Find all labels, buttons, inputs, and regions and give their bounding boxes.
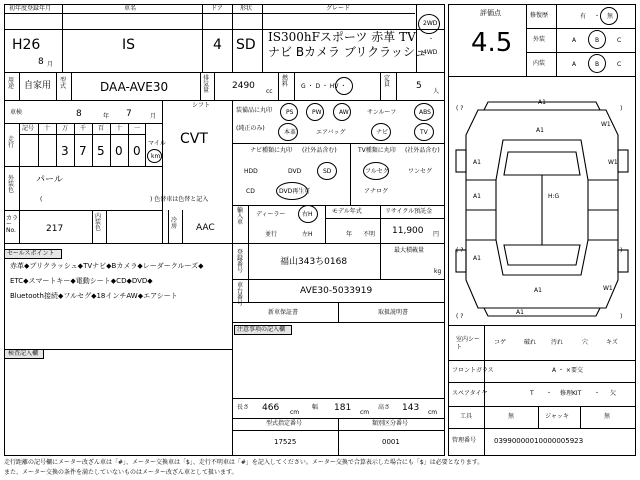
diagram-paren-tr: ) [620, 105, 623, 112]
recycle-unit: 円 [433, 231, 440, 238]
inspection-month-unit: 月 [150, 113, 157, 120]
import-label: 輸入車 [237, 207, 244, 226]
inspection-year-unit: 年 [103, 113, 110, 120]
score-label: 評価点 [480, 9, 501, 17]
diagram-label-a1-door: A1 [473, 193, 481, 200]
drive-sep: ・ [428, 36, 435, 43]
mileage-memo-label: 記号 [22, 125, 35, 132]
drive-4wd: 4WD [423, 49, 438, 56]
sales-line-1: 赤革◆ブリクラッシュ◆TVナビ◆Bカメラ◆レーダークルーズ◆ [10, 262, 204, 270]
type-no-label: 型式指定番号 [266, 420, 303, 427]
import-dealer: ディーラー [256, 211, 286, 218]
inspection-month: 7 [126, 109, 132, 119]
sales-line-2: ETC◆スマートキー◆電動シート◆CD◆DVD◆ [10, 277, 153, 285]
equip-ps: PS [286, 109, 294, 116]
seats-value: 5 [416, 81, 422, 91]
diagram-paren-bl: ( ? [456, 313, 464, 320]
spare-opt-t: T [530, 390, 534, 397]
body-type: SD [236, 37, 256, 53]
diagram-label-a1-hood: A1 [536, 127, 544, 134]
first-reg-month-unit: 月 [47, 61, 54, 68]
exterior-paren: ( [40, 196, 43, 203]
repair-dot: ・ [594, 13, 601, 20]
model-year-unknown: 不明 [363, 231, 376, 238]
exterior-label: 外装色 [8, 175, 15, 194]
navi-hdd: HDD [244, 168, 258, 175]
equip-sunroof: サンルーフ [367, 109, 397, 116]
seat-opt: 穴 [582, 339, 589, 346]
first-reg-year: H26 [12, 37, 41, 53]
max-load-unit: kg [434, 268, 442, 275]
navi-title-note: (社外品含む) [302, 147, 337, 154]
mileage-label: 走行 [8, 136, 15, 149]
fuel-options: G ・ D ・ HV ・ [301, 83, 347, 90]
navi-cd: CD [246, 188, 255, 195]
spare-opt-missing: 欠 [610, 390, 617, 397]
diagram-paren-mr: ) [620, 247, 623, 254]
class-no-value: 0001 [382, 438, 400, 446]
navi-sd-circle [317, 162, 337, 180]
import-right-hand-circle [298, 205, 318, 223]
drive-2wd-circle [418, 14, 440, 34]
exterior-color: パール [36, 175, 63, 185]
chassis-label: 車台番号 [237, 282, 244, 307]
seats-label: 定員 [384, 75, 391, 88]
equip-tv: TV [420, 129, 428, 136]
width-label: 幅 [312, 404, 319, 411]
doors: 4 [213, 37, 222, 53]
jack-label: ジャッキ [545, 413, 569, 420]
ext-grade-b: B [595, 37, 600, 44]
cooler-label: 冷房 [171, 217, 178, 230]
inspection-label: 車検 [10, 109, 23, 116]
height-unit: cm [428, 409, 438, 416]
mgmt-label: 管理番号 [452, 437, 477, 444]
navi-dvd: DVD [288, 168, 302, 175]
sales-line-3: Bluetooth接続◆フルセグ◆18インチAW◆エアシート [10, 292, 178, 300]
navi-dvd-play-circle [276, 182, 311, 200]
color-no-value: 217 [46, 224, 64, 234]
seat-opt: コゲ [494, 339, 507, 346]
seats-unit: 人 [433, 88, 440, 95]
mileage-digit: 5 [97, 144, 105, 158]
int-grade-b-circle [588, 54, 606, 73]
import-parallel: 並行 [265, 231, 278, 238]
equip-pw-circle [306, 103, 324, 121]
repair-yes: 有 [580, 13, 587, 20]
inspector-label: 検査記入欄 [8, 350, 39, 357]
color-no-label: カラーNo. [6, 215, 19, 234]
equip-abs: ABS [419, 109, 431, 116]
shift-label: シフト [192, 102, 211, 109]
grade-label: グレード [326, 5, 351, 12]
grade-line-1: IS300hFスポーツ 赤革 TV [268, 30, 416, 44]
new-car-cert: 新車保証書 [268, 309, 299, 316]
tv-oneseg: ワンセグ [408, 168, 433, 175]
displacement-label: 排気量 [203, 75, 210, 94]
equipment-title: 装備品に丸印 [236, 107, 273, 114]
sales-point-label: セールスポイント [7, 250, 55, 257]
equip-abs-circle [414, 103, 434, 121]
tv-title: TV種類に丸印 [358, 147, 396, 154]
tools-label: 工具 [460, 413, 473, 420]
drive-2wd: 2WD [423, 20, 438, 27]
diagram-label-a1-bottom: A1 [516, 309, 524, 316]
ext-grade-b-circle [588, 30, 606, 49]
diagram-label-w1-front: W1 [601, 121, 611, 128]
recycle-value: 11,900 [392, 226, 424, 236]
inspection-year: 8 [76, 109, 82, 119]
length-label: 長さ [237, 404, 250, 411]
place-label: 十 [44, 125, 51, 132]
shift-value: CVT [180, 131, 208, 147]
import-left-hand: 左H [302, 231, 313, 238]
equip-tv-circle [414, 123, 434, 141]
tools-value: 無 [508, 413, 515, 420]
tv-fullseg: フルセグ [365, 168, 389, 175]
int-grade-a: A [572, 61, 577, 68]
repair-no-circle [600, 7, 618, 25]
height-value: 143 [402, 403, 420, 413]
diagram-label-a1-trunk: A1 [534, 287, 542, 294]
diagram-label-a1-top: A1 [538, 99, 546, 106]
mileage-digit: 7 [79, 144, 87, 158]
registration-value: 福山343ち0168 [280, 257, 348, 267]
cooler-value: AAC [196, 223, 215, 233]
equip-navi-circle [371, 123, 391, 141]
jack-value: 無 [604, 413, 611, 420]
body-type-label: 形状 [240, 5, 253, 12]
tv-fullseg-circle [363, 162, 389, 180]
score-value: 4.5 [471, 28, 513, 58]
equip-aw: AW [339, 109, 349, 116]
diagram-paren-tl: ( ? [456, 105, 464, 112]
height-label: 高さ [378, 404, 391, 411]
class-no-label: 類別区分番号 [372, 420, 409, 427]
model-value: DAA-AVE30 [100, 80, 169, 94]
place-label: 千 [80, 125, 87, 132]
car-name-label: 車名 [124, 5, 137, 12]
mile-label: マイル [148, 140, 166, 147]
diagram-paren-br: ) [620, 313, 623, 320]
navi-title: ナビ種類に丸印 [250, 147, 293, 154]
spare-opt-kit: 修理KIT [560, 390, 582, 397]
fuel-hv-circle [335, 77, 353, 95]
diagram-label-hg: H:G [548, 193, 560, 200]
interior-label: 内装色 [95, 213, 102, 232]
width-value: 181 [334, 403, 352, 413]
type-no-value: 17525 [274, 438, 297, 446]
place-label: 一 [134, 125, 141, 132]
first-reg-label: 初年度登録年月 [9, 5, 52, 12]
equip-leather-circle [278, 123, 298, 141]
first-reg-month: 8 [38, 57, 44, 67]
mileage-digit: 3 [61, 144, 69, 158]
navi-dvd-play: DVD再生可 [279, 188, 311, 195]
equip-airbag: エアバッグ [316, 129, 346, 136]
cc-unit: cc [266, 88, 273, 95]
repair-label: 修復歴 [530, 12, 549, 19]
length-unit: cm [290, 409, 300, 416]
grade-line-2: ナビ Bカメラ ブリクラッシュ [268, 45, 427, 59]
exterior-note: ) 色替車は色替と記入 [150, 196, 209, 203]
displacement-value: 2490 [232, 81, 255, 91]
ext-grade-c: C [617, 37, 622, 44]
model-year-unit: 年 [346, 231, 353, 238]
equipment-subtitle: (純正のみ) [236, 125, 265, 132]
diagram-label-a1-left: A1 [473, 159, 481, 166]
equip-leather: 本革 [284, 129, 297, 136]
tv-title-note: (社外品含む) [405, 147, 440, 154]
place-label: 万 [62, 125, 69, 132]
ext-grade-a: A [572, 37, 577, 44]
vehicle-diagram [448, 80, 636, 320]
spare-label: スペアタイヤ [452, 390, 488, 397]
import-right-hand: 右H [302, 211, 313, 218]
width-unit: cm [360, 409, 370, 416]
equip-navi: ナビ [376, 129, 389, 136]
navi-sd: SD [323, 168, 332, 175]
km-circle [147, 149, 162, 163]
model-year-label: モデル年式 [332, 208, 362, 215]
use-label: 用途 [8, 77, 15, 90]
equip-pw: PW [312, 109, 322, 116]
place-label: 十 [116, 125, 123, 132]
seat-label: 室内シート [456, 336, 481, 351]
footer-line-2: また、メーター交換の条件を満たしていないものはメーター改ざん車として扱います。 [4, 469, 238, 476]
mileage-digit: 0 [115, 144, 123, 158]
length-value: 466 [262, 403, 280, 413]
use-value: 自家用 [24, 81, 52, 91]
recycle-label: リサイクル預託金 [385, 208, 433, 215]
equip-aw-circle [333, 103, 351, 121]
manual-cert: 取扱説明書 [378, 309, 409, 316]
spare-sep: ・ [594, 390, 601, 397]
fuel-label: 燃料 [282, 75, 289, 88]
int-grade-c: C [617, 61, 622, 68]
glass-opts: A ・ ×要交 [552, 367, 583, 374]
repair-no: 無 [607, 13, 614, 20]
diagram-label-w1-rear: W1 [603, 285, 613, 292]
notice-label: 注意事項の記入欄 [237, 326, 286, 333]
registration-label: 登録番号 [237, 249, 244, 274]
mgmt-value: 0399000001000000592З [494, 437, 584, 445]
seat-opt: キズ [606, 339, 618, 346]
chassis-value: AVE30-5033919 [300, 286, 373, 296]
km-label: km [151, 153, 161, 160]
int-grade-b: B [595, 61, 600, 68]
spare-sep: ・ [546, 390, 553, 397]
diagram-paren-ml: ( ? [456, 247, 464, 254]
equip-ps-circle [280, 103, 298, 121]
diagram-label-w1-right: W1 [608, 159, 618, 166]
exterior-grade-label: 外装 [533, 36, 546, 43]
seat-opt: 汚れ [551, 339, 564, 346]
diagram-label-a1-rear: A1 [473, 255, 481, 262]
car-name: IS [122, 37, 136, 53]
max-load-label: 最大積載量 [394, 247, 425, 254]
doors-label: ドア [211, 5, 223, 12]
place-label: 百 [98, 125, 105, 132]
tv-analog: アナログ [364, 188, 389, 195]
glass-label: フロントガラス [452, 367, 494, 374]
model-label: 型式 [60, 77, 67, 90]
interior-grade-label: 内装 [533, 60, 546, 67]
mileage-digit: 0 [133, 144, 141, 158]
footer-line-1: 走行距離の記号欄にメーター改ざん車は「#」、メーター交換車は「$」、走行不明車は「#」を記入してください。メーター交換で合算表示した場合にも「$」は必要となります。 [4, 459, 484, 466]
seat-opt: 破れ [524, 339, 537, 346]
